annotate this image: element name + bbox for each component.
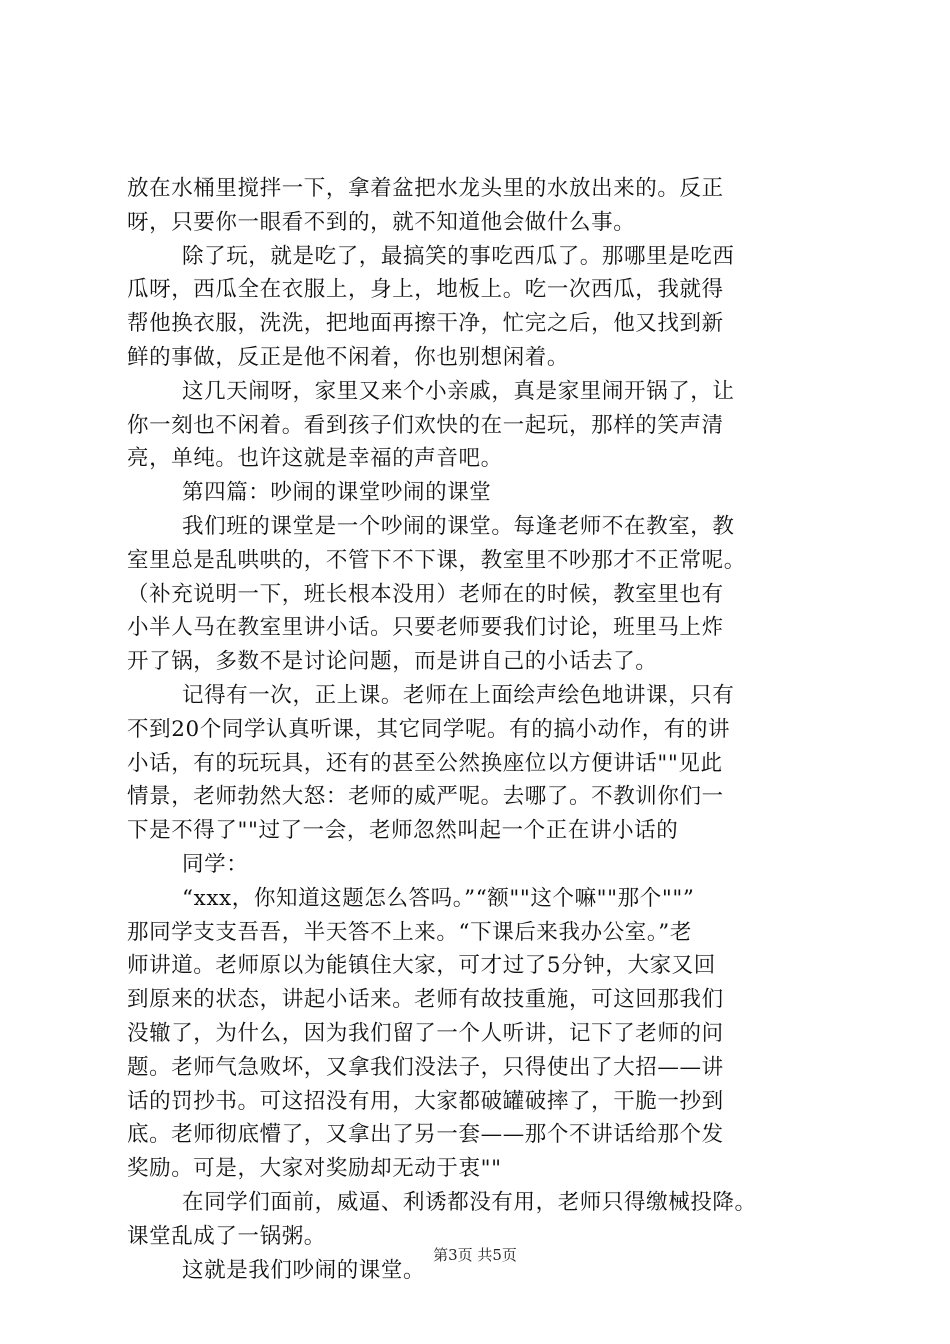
page-number: 第3页 共5页 [433, 1246, 517, 1264]
text-line: 除了玩，就是吃了，最搞笑的事吃西瓜了。那哪里是吃西 [182, 243, 735, 269]
text-line: 瓜呀，西瓜全在衣服上，身上，地板上。吃一次西瓜，我就得 [127, 277, 724, 303]
section-heading: 第四篇：吵闹的课堂吵闹的课堂 [182, 480, 492, 506]
text-line: 不到20个同学认真听课，其它同学呢。有的搞小动作，有的讲 [127, 716, 731, 742]
text-line: 师讲道。老师原以为能镇住大家，可才过了5分钟，大家又回 [127, 953, 716, 979]
text-line: 到原来的状态，讲起小话来。老师有故技重施，可这回那我们 [127, 987, 724, 1013]
text-line: 亮，单纯。也许这就是幸福的声音吧。 [127, 446, 503, 472]
text-line: 没辙了，为什么，因为我们留了一个人听讲，记下了老师的问 [127, 1020, 724, 1046]
text-line: 记得有一次，正上课。老师在上面绘声绘色地讲课，只有 [182, 682, 735, 708]
text-line: 题。老师气急败坏，又拿我们没法子，只得使出了大招——讲 [127, 1054, 724, 1080]
text-line: 小半人马在教室里讲小话。只要老师要我们讨论，班里马上炸 [127, 615, 724, 641]
text-line: 那同学支支吾吾，半天答不上来。“下课后来我办公室。”老 [127, 919, 692, 945]
text-line: 我们班的课堂是一个吵闹的课堂。每逢老师不在教室，教 [182, 513, 735, 539]
text-line: 呀，只要你一眼看不到的，就不知道他会做什么事。 [127, 209, 636, 235]
text-line: 开了锅，多数不是讨论问题，而是讲自己的小话去了。 [127, 649, 658, 675]
text-line: 鲜的事做，反正是他不闲着，你也别想闲着。 [127, 344, 570, 370]
text-line: 这几天闹呀，家里又来个小亲戚，真是家里闹开锅了，让 [182, 378, 735, 404]
text-line: 奖励。可是，大家对奖励却无动于衷"" [127, 1156, 502, 1182]
text-line: 底。老师彻底懵了，又拿出了另一套——那个不讲话给那个发 [127, 1122, 724, 1148]
page-footer [0, 1245, 950, 1265]
text-line: 下是不得了""过了一会，老师忽然叫起一个正在讲小话的 [127, 818, 679, 844]
text-line: 课堂乱成了一锅粥。 [127, 1223, 326, 1249]
text-line: 你一刻也不闲着。看到孩子们欢快的在一起玩，那样的笑声清 [127, 412, 724, 438]
text-line: 话的罚抄书。可这招没有用，大家都破罐破摔了，干脆一抄到 [127, 1088, 724, 1114]
text-line: 情景，老师勃然大怒：老师的威严呢。去哪了。不教训你们一 [127, 784, 724, 810]
text-line: （补充说明一下，班长根本没用）老师在的时候，教室里也有 [127, 581, 724, 607]
text-line: 在同学们面前，威逼、利诱都没有用，老师只得缴械投降。 [182, 1189, 757, 1215]
text-line: 这就是我们吵闹的课堂。 [182, 1257, 426, 1283]
text-line: 同学： [182, 851, 249, 877]
text-line: 小话，有的玩玩具，还有的甚至公然换座位以方便讲话""见此 [127, 750, 723, 776]
text-line: “xxx，你知道这题怎么答吗。”“额""这个嘛""那个""” [182, 885, 695, 911]
text-line: 放在水桶里搅拌一下，拿着盆把水龙头里的水放出来的。反正 [127, 176, 724, 201]
text-line: 帮他换衣服，洗洗，把地面再擦干净，忙完之后，他又找到新 [127, 311, 724, 337]
document-body [127, 172, 839, 1287]
text-line: 室里总是乱哄哄的，不管下不下课，教室里不吵那才不正常呢。 [127, 547, 746, 573]
